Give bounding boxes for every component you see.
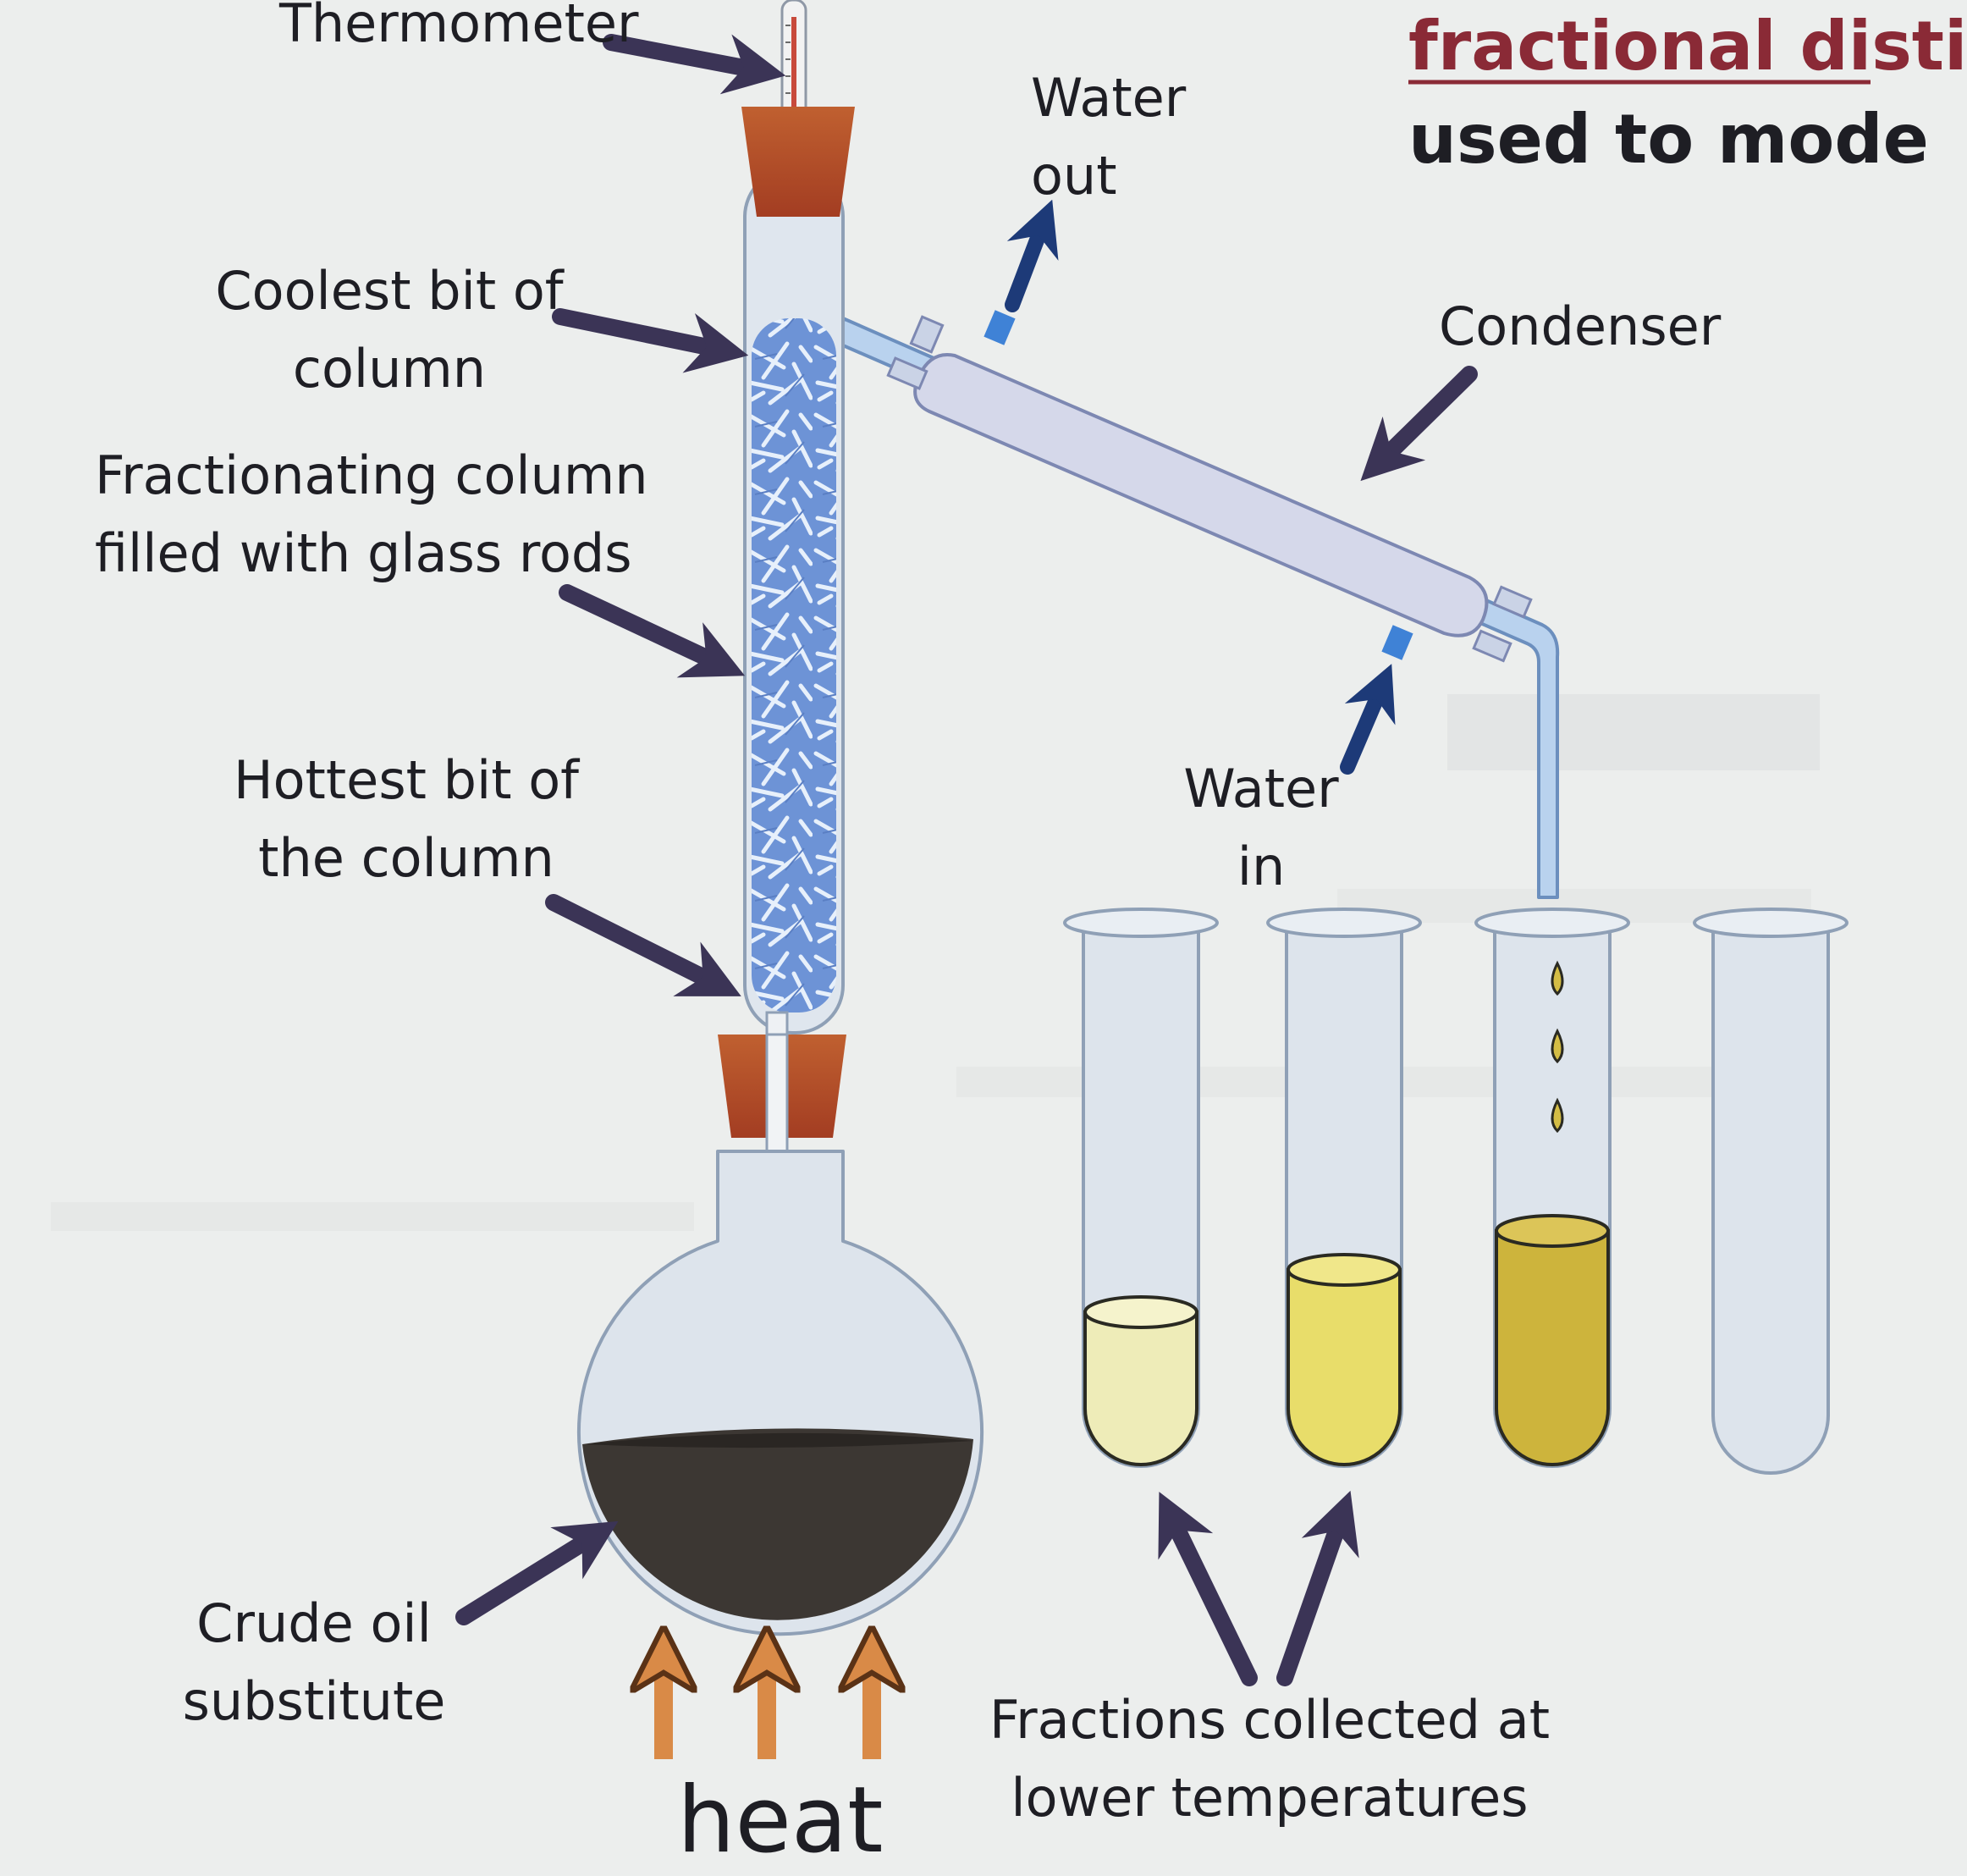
header-line-1: fractional disti <box>1408 7 1967 86</box>
fraction-2-liquid <box>1288 1270 1400 1465</box>
fractionating-arrow <box>567 593 723 665</box>
hottest-label: Hottest bit of the column <box>234 749 579 889</box>
fractionating-column <box>745 169 843 1151</box>
crude-oil-liquid <box>582 1428 973 1619</box>
fraction-arrow-1 <box>1170 1514 1249 1678</box>
test-tube-4 <box>1694 909 1847 1473</box>
thermometer-label: Thermometer <box>279 0 639 54</box>
condenser-arrow <box>1378 374 1469 464</box>
crude-oil-arrow <box>464 1534 598 1617</box>
fractions-label: Fractions collected at lower temperatures <box>989 1689 1551 1829</box>
fractionating-label: Fractionating column filled with glass rods <box>95 444 648 584</box>
top-bung <box>741 107 855 217</box>
drips <box>1552 963 1562 1131</box>
heat-arrows <box>664 1653 872 1759</box>
crude-oil-label: Crude oil substitute <box>182 1592 446 1732</box>
header-line-2: used to mode <box>1408 100 1929 179</box>
heat-label: heat <box>677 1768 884 1873</box>
hottest-arrow <box>554 902 719 985</box>
water-out-arrow <box>1012 220 1044 305</box>
test-tube-1 <box>1065 909 1217 1466</box>
water-in-label: Water in <box>1183 758 1339 897</box>
water-out-label: Water out <box>1031 67 1187 207</box>
condenser-label: Condenser <box>1439 295 1722 357</box>
coolest-label: Coolest bit of column <box>215 260 564 400</box>
fraction-1-liquid <box>1085 1312 1197 1465</box>
coolest-arrow <box>560 317 725 350</box>
test-tube-2 <box>1268 909 1420 1466</box>
fraction-arrow-2 <box>1285 1514 1342 1678</box>
test-tube-3 <box>1476 909 1628 1466</box>
fraction-3-liquid <box>1496 1231 1608 1465</box>
